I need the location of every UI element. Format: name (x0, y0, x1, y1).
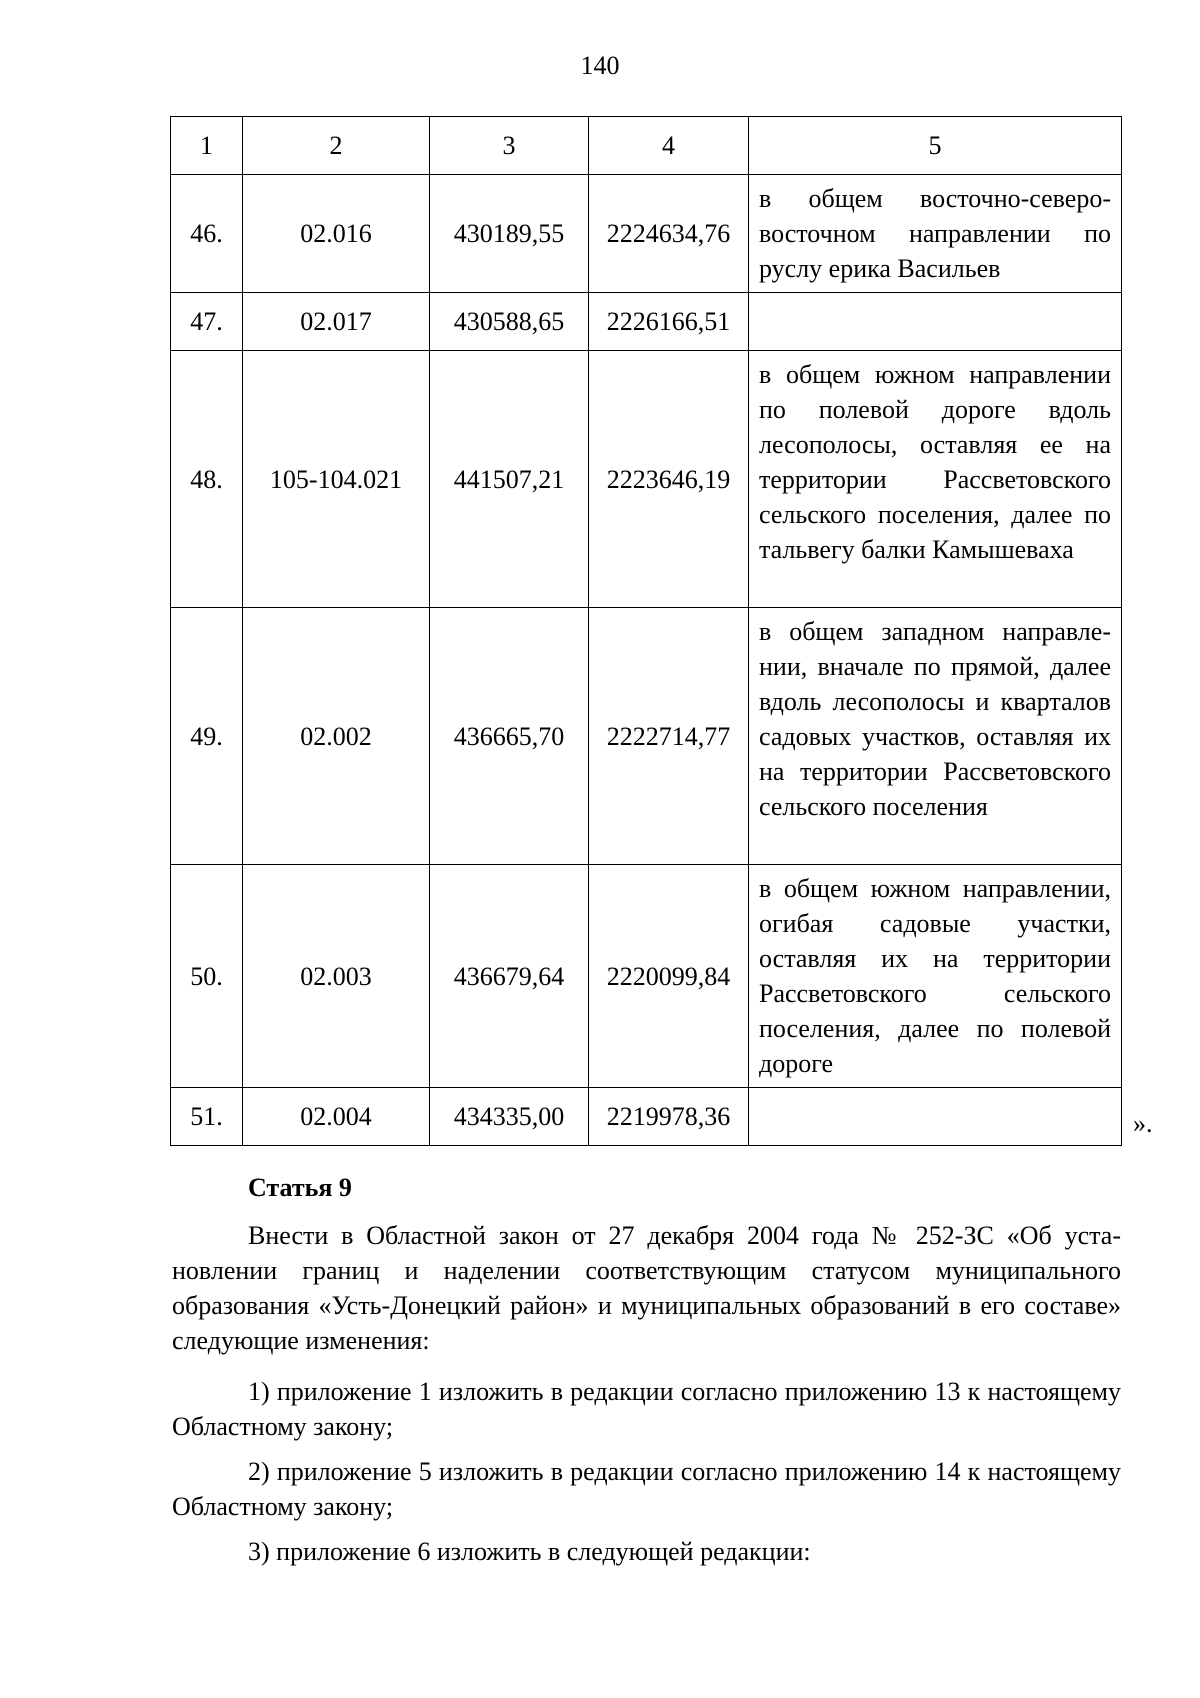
row-number: 46. (171, 175, 243, 293)
table-row (171, 351, 1122, 608)
point-code: 02.003 (243, 865, 430, 1088)
article-paragraph: 3) приложение 6 изложить в следующей редакции: (248, 1537, 811, 1566)
direction-description (749, 1088, 1122, 1146)
direction-description: в общем южном направлении по полевой дороге вдоль лесополосы, оставляя ее на территории Рассветовского сельского поселения, далее по тальвегу балки Камышеваха (749, 351, 1122, 608)
table-row (171, 175, 1122, 293)
coord-x: 436679,64 (430, 865, 589, 1088)
coord-x: 436665,70 (430, 608, 589, 865)
point-code: 02.002 (243, 608, 430, 865)
page-number: 140 (580, 51, 620, 80)
header-cell: 3 (430, 117, 589, 175)
table-row (171, 865, 1122, 1088)
table-header-row (171, 117, 1122, 175)
header-cell: 2 (243, 117, 430, 175)
coord-y: 2226166,51 (589, 293, 749, 351)
coord-y: 2220099,84 (589, 865, 749, 1088)
header-cell: 1 (171, 117, 243, 175)
point-code: 02.017 (243, 293, 430, 351)
article-heading: Статья 9 (248, 1173, 352, 1202)
coord-y: 2224634,76 (589, 175, 749, 293)
coord-x: 430588,65 (430, 293, 589, 351)
coord-x: 430189,55 (430, 175, 589, 293)
coord-y: 2219978,36 (589, 1088, 749, 1146)
closing-quote: ». (1133, 1109, 1153, 1138)
row-number: 49. (171, 608, 243, 865)
coord-y: 2222714,77 (589, 608, 749, 865)
coord-x: 434335,00 (430, 1088, 589, 1146)
direction-description: в общем западном направлении, вначале по прямой, далее вдоль лесополосы и кварталов садовых участков, оставляя их на территории Рассветовского сельского поселения (749, 608, 1122, 865)
point-code: 02.004 (243, 1088, 430, 1146)
direction-description: в общем восточно-северо-восточном направлении по руслу ерика Васильев (749, 175, 1122, 293)
row-number: 48. (171, 351, 243, 608)
table-row (171, 1088, 1122, 1146)
header-cell: 4 (589, 117, 749, 175)
point-code: 105-104.021 (243, 351, 430, 608)
table-row (171, 608, 1122, 865)
direction-description: в общем южном направлении, огибая садовые участки, оставляя их на территории Рассветовского сельского поселения, далее по полевой дороге (749, 865, 1122, 1088)
article-paragraph: Внести в Областной закон от 27 декабря 2004 года № 252-ЗС «Об установлении границ и наделении соответствующим статусом муниципального образования «Усть-Донецкий район» и муниципальных образований в его составе» следующие изменения: (172, 1221, 1121, 1355)
header-cell: 5 (749, 117, 1122, 175)
table-row (171, 293, 1122, 351)
row-number: 47. (171, 293, 243, 351)
coord-x: 441507,21 (430, 351, 589, 608)
coord-y: 2223646,19 (589, 351, 749, 608)
row-number: 50. (171, 865, 243, 1088)
article-paragraph: 2) приложение 5 изложить в редакции согласно приложению 14 к настоящему Областному закону; (172, 1457, 1121, 1521)
article-paragraph: 1) приложение 1 изложить в редакции согласно приложению 13 к настоящему Областному закону; (172, 1377, 1121, 1441)
boundary-points-table (170, 116, 1122, 1146)
row-number: 51. (171, 1088, 243, 1146)
direction-description (749, 293, 1122, 351)
point-code: 02.016 (243, 175, 430, 293)
